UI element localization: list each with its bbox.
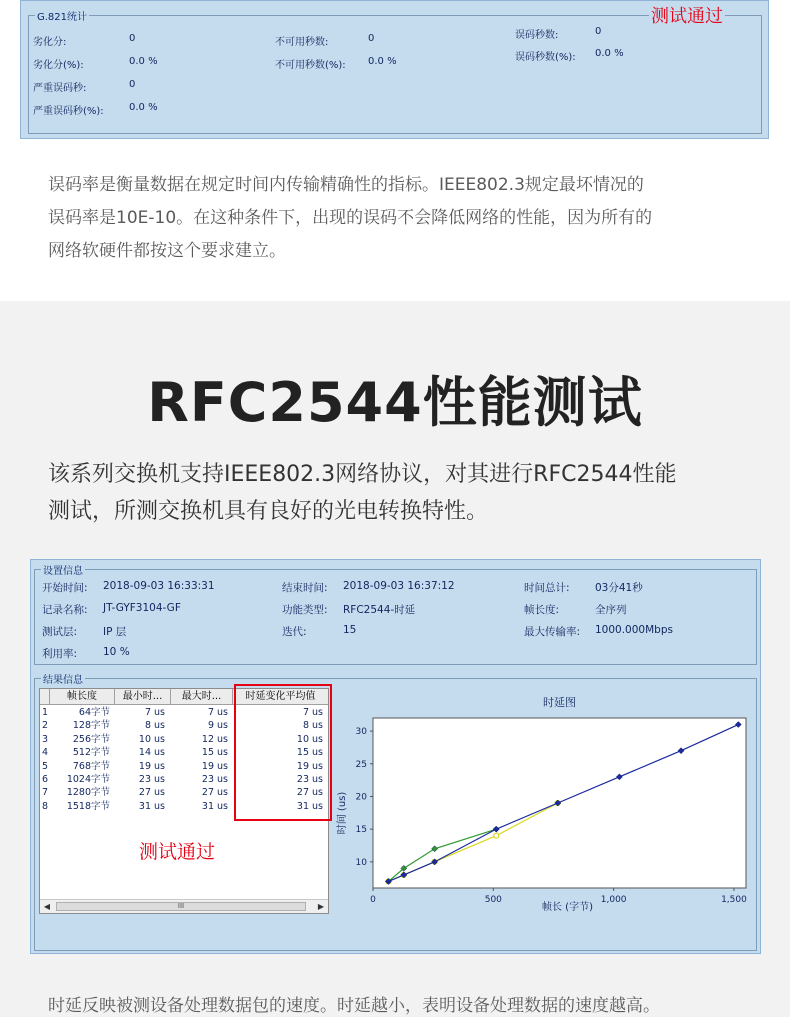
table-cell: 7 [42, 787, 49, 799]
data-point [494, 833, 499, 838]
latency-caption: 时延反映被测设备处理数据包的速度。时延越小，表明设备处理数据的速度越高。 [48, 996, 660, 1016]
table-cell: 8 [42, 800, 49, 812]
table-cell: 4 [42, 747, 49, 759]
result-group [34, 675, 757, 951]
table-cell: 15 us [201, 747, 228, 759]
table-cell: 7 us [302, 707, 323, 718]
err-sec-pct-label: 误码秒数(%): [515, 52, 576, 63]
table-cell: 23 us [201, 774, 228, 785]
y-tick-label: 30 [355, 727, 367, 738]
ber-paragraph [48, 169, 748, 268]
x-tick-label: 0 [370, 895, 376, 905]
degraded-min-value: 0 [129, 33, 136, 44]
y-axis-label: 时间 (us) [337, 791, 348, 835]
function-type-label: 功能类型: [282, 604, 328, 616]
severe-err-sec-pct-label: 严重误码秒(%): [33, 106, 104, 117]
table-cell: 1518字节 [66, 800, 110, 812]
avg-latency-highlight [234, 684, 332, 821]
unavail-sec-label: 不可用秒数: [275, 37, 329, 48]
latency-chart [333, 688, 753, 914]
section-title: RFC2544性能测试 [147, 371, 643, 434]
table-cell: 15 us [296, 747, 323, 759]
table-header-index [40, 689, 50, 705]
function-type-value: RFC2544-时延 [343, 604, 416, 616]
g821-panel [20, 0, 769, 139]
table-cell: 1 [42, 707, 49, 718]
start-time-label: 开始时间: [42, 582, 88, 594]
table-cell: 27 us [201, 787, 228, 799]
frame-length-value: 全序列 [595, 604, 627, 616]
severe-err-sec-pct-row [33, 102, 158, 117]
table-cell: 10 us [296, 733, 323, 745]
table-cell: 512字节 [72, 747, 110, 759]
table-cell: 14 us [138, 747, 165, 759]
table-cell: 256字节 [72, 733, 110, 745]
degraded-min-pct-label: 劣化分(%): [33, 60, 84, 71]
table-cell: 31 us [296, 800, 323, 812]
record-name-label: 记录名称: [42, 604, 88, 616]
start-time-value: 2018-09-03 16:33:31 [103, 580, 215, 592]
iteration-label: 迭代: [282, 626, 307, 638]
setup-group-title: 设置信息 [41, 562, 85, 577]
unavail-sec-pct-label: 不可用秒数(%): [275, 60, 346, 71]
degraded-min-pct-row [33, 56, 158, 71]
err-sec-row [515, 26, 602, 41]
table-cell: 27 us [296, 787, 323, 799]
table-cell: 8 us [144, 720, 165, 732]
test-layer-value: IP 层 [103, 626, 127, 638]
table-cell: 31 us [138, 800, 165, 812]
table-cell: 9 us [207, 720, 228, 732]
table-cell: 12 us [201, 733, 228, 745]
severe-err-sec-row [33, 79, 136, 94]
end-time-value: 2018-09-03 16:37:12 [343, 580, 455, 592]
g821-group-title: G.821统计 [35, 8, 89, 23]
ber-paragraph-line: 网络软硬件都按这个要求建立。 [48, 241, 286, 261]
intro-line: 该系列交换机支持IEEE802.3网络协议，对其进行RFC2544性能 [48, 462, 677, 487]
frame-length-label: 帧长度: [524, 604, 560, 616]
y-tick-label: 15 [355, 825, 367, 836]
pass-label-result: 测试通过 [139, 841, 216, 863]
y-tick-label: 10 [355, 857, 367, 868]
utilization-label: 利用率: [42, 648, 78, 660]
horizontal-scrollbar[interactable] [40, 899, 328, 913]
y-tick-label: 25 [355, 759, 367, 770]
table-cell: 64字节 [78, 707, 110, 718]
scroll-left-icon[interactable]: ◀ [43, 902, 51, 911]
err-sec-value: 0 [595, 26, 602, 37]
scroll-thumb[interactable]: III [56, 902, 306, 911]
unavail-sec-row [275, 33, 375, 48]
record-name-value: JT-GYF3104-GF [103, 602, 181, 614]
max-rate-value: 1000.000Mbps [595, 624, 673, 636]
total-time-value: 03分41秒 [595, 582, 643, 594]
unavail-sec-pct-row [275, 56, 397, 71]
ber-paragraph-line: 误码率是衡量数据在规定时间内传输精确性的指标。IEEE802.3规定最坏情况的 [48, 175, 644, 195]
severe-err-sec-label: 严重误码秒: [33, 83, 87, 94]
table-cell: 8 us [302, 720, 323, 732]
table-cell: 10 us [138, 733, 165, 745]
table-cell: 19 us [138, 760, 165, 772]
result-group-title: 结果信息 [41, 671, 85, 686]
degraded-min-label: 劣化分: [33, 37, 67, 48]
x-tick-label: 1,000 [600, 895, 627, 905]
pass-label-top: 测试通过 [649, 2, 725, 28]
table-cell: 19 us [201, 760, 228, 772]
table-cell: 19 us [296, 760, 323, 772]
table-header-avg-latency[interactable]: 时延变化平均值 [233, 689, 329, 705]
g821-group [28, 12, 762, 134]
err-sec-pct-value: 0.0 % [595, 48, 624, 59]
table-cell: 128字节 [72, 720, 110, 732]
chart-title: 时延图 [543, 696, 576, 709]
table-header-max-latency[interactable]: 最大时... [171, 689, 233, 705]
table-cell: 7 us [207, 707, 228, 718]
table-cell: 3 [42, 733, 49, 745]
unavail-sec-value: 0 [368, 33, 375, 44]
intro-line: 测试，所测交换机具有良好的光电转换特性。 [48, 499, 489, 524]
iteration-value: 15 [343, 624, 357, 636]
table-header-min-latency[interactable]: 最小时... [115, 689, 171, 705]
table-cell: 23 us [138, 774, 165, 785]
unavail-sec-pct-value: 0.0 % [368, 56, 397, 67]
table-cell: 1024字节 [66, 774, 110, 785]
table-cell: 5 [42, 760, 49, 772]
end-time-label: 结束时间: [282, 582, 328, 594]
test-layer-label: 测试层: [42, 626, 78, 638]
degraded-min-row [33, 33, 136, 48]
total-time-label: 时间总计: [524, 582, 570, 594]
severe-err-sec-pct-value: 0.0 % [129, 102, 158, 113]
max-rate-label: 最大传输率: [524, 626, 581, 638]
x-axis-label: 帧长 (字节) [542, 902, 593, 913]
degraded-min-pct-value: 0.0 % [129, 56, 158, 67]
utilization-value: 10 % [103, 646, 130, 658]
severe-err-sec-value: 0 [129, 79, 136, 90]
ber-paragraph-line: 误码率是10E-10。在这种条件下，出现的误码不会降低网络的性能，因为所有的 [48, 208, 653, 228]
table-cell: 7 us [144, 707, 165, 718]
err-sec-label: 误码秒数: [515, 30, 559, 41]
table-cell: 768字节 [72, 760, 110, 772]
intro-paragraph [48, 456, 768, 530]
x-tick-label: 500 [484, 895, 502, 905]
table-cell: 31 us [201, 800, 228, 812]
y-tick-label: 20 [355, 792, 367, 803]
err-sec-pct-row [515, 48, 624, 63]
table-cell: 23 us [296, 774, 323, 785]
table-cell: 6 [42, 774, 49, 785]
setup-group [34, 566, 757, 665]
table-header-frame-length[interactable]: 帧长度 [50, 689, 115, 705]
table-cell: 27 us [138, 787, 165, 799]
x-tick-label: 1,500 [721, 895, 747, 905]
scroll-right-icon[interactable]: ▶ [317, 902, 325, 911]
rfc-panel [30, 559, 761, 954]
table-cell: 1280字节 [66, 787, 110, 799]
table-cell: 2 [42, 720, 49, 732]
